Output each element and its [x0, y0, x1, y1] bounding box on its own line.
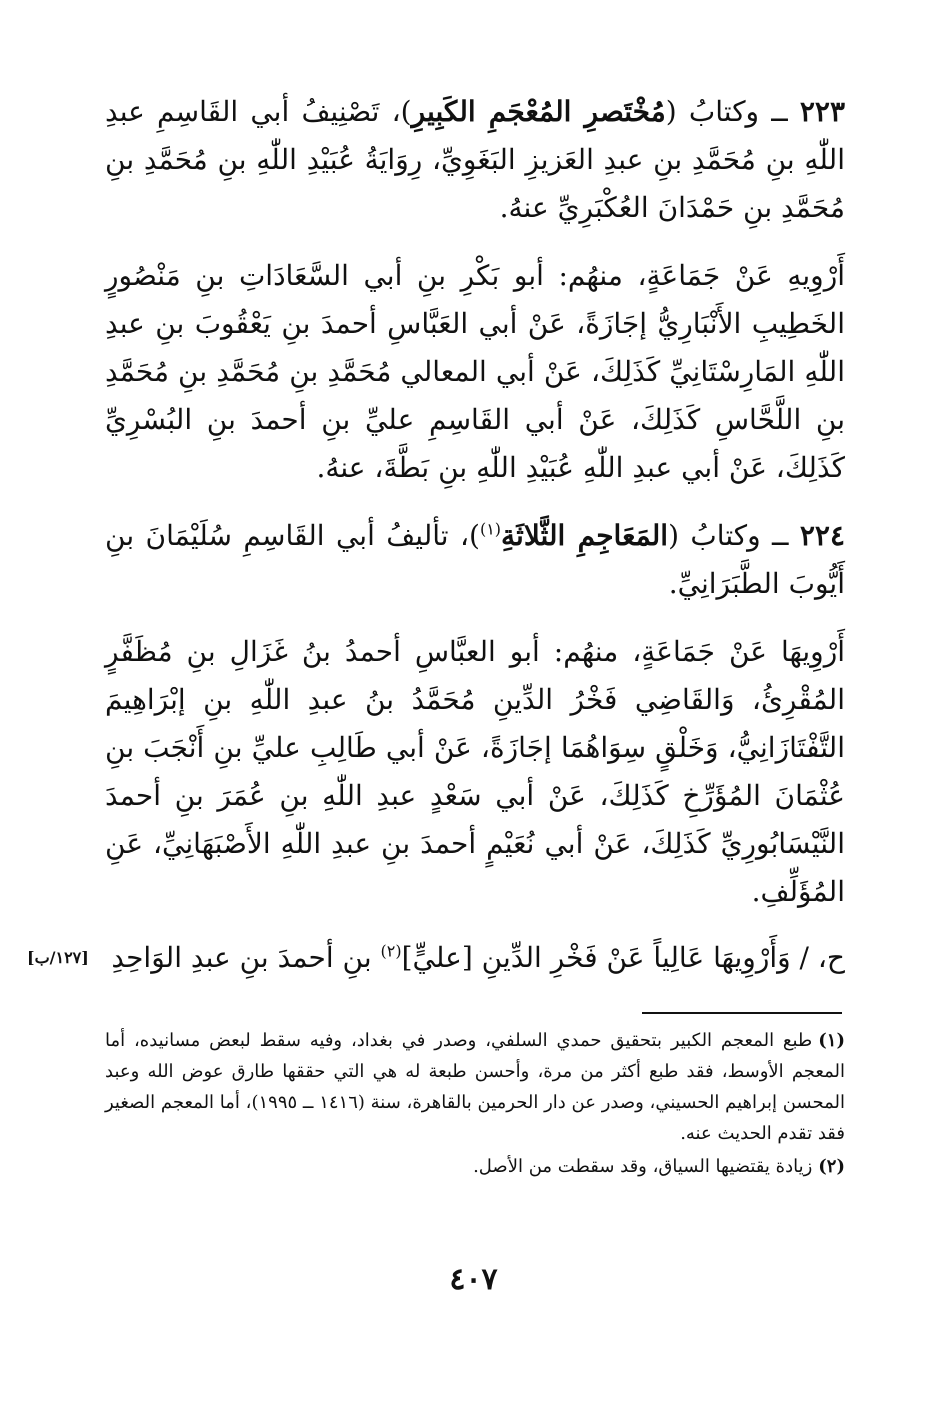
footnote-1 — [105, 1025, 845, 1149]
chain-paragraph-224: أَرْوِيهَا عَنْ جَمَاعَةٍ، منهُم: أبو العبَّاسِ أحمدُ بنُ غَزَالِ بنِ مُظَفَّرٍ المُقْرِئُ، وَالقَاضِي فَخْرُ الدِّينِ مُحَمَّدُ بنُ عبدِ اللّٰهِ بنِ إبْرَاهِيمَ التَّفْتَازَانِيُّ، وَخَلْقٍ سِوَاهُمَا إجَازَةً، عَنْ أبي طَالِبِ عليِّ بنِ أَنْجَبَ بنِ عُثْمَانَ المُؤَرِّخِ كَذَلِكَ، عَنْ أبي سَعْدٍ عبدِ اللّٰهِ بنِ عُمَرَ بنِ أحمدَ النَّيْسَابُورِيِّ كَذَلِكَ، عَنْ أبي نُعَيْمٍ أحمدَ بنِ عبدِ اللّٰهِ الأَصْبَهَانِيِّ، عَنِ المُؤَلِّفِ. — [105, 635, 845, 908]
entry-224 — [105, 512, 845, 608]
page-number: ٤٠٧ — [449, 1262, 498, 1297]
footnote-ref[interactable]: (٢) — [380, 941, 402, 961]
chain-paragraph-223: أَرْوِيهِ عَنْ جَمَاعَةٍ، منهُم: أبو بَكْرِ بنِ أبي السَّعَادَاتِ بنِ مَنْصُورٍ الخَطِيبِ الأَنْبَارِيُّ إجَازَةً، عَنْ أبي العَبَّاسِ أحمدَ بنِ يَعْقُوبَ بنِ عبدِ اللّٰهِ المَارِسْتَانِيِّ كَذَلِكَ، عَنْ أبي المعالي مُحَمَّدِ بنِ مُحَمَّدِ بنِ مُحَمَّدِ بنِ اللَّحَّاسِ كَذَلِكَ، عَنْ أبي القَاسِمِ عليِّ بنِ أحمدَ بنِ البُسْرِيِّ كَذَلِكَ، عَنْ أبي عبدِ اللّٰهِ عُبَيْدِ اللّٰهِ بنِ بَطَّةَ، عنهُ. — [105, 259, 845, 484]
entry-text: )، تَصْنِيفُ أبي القَاسِمِ عبدِ اللّٰهِ بنِ مُحَمَّدِ بنِ عبدِ العَزيزِ البَغَوِيِّ، رِوَايَةُ عُبَيْدِ اللّٰهِ بنِ مُحَمَّدِ بنِ مُحَمَّدِ بنِ حَمْدَانَ العُكْبَرِيِّ عنهُ. — [105, 95, 845, 224]
book-title: مُخْتَصرِ المُعْجَمِ الكَبِيرِ — [411, 95, 666, 128]
entry-number: ٢٢٣ — [799, 95, 845, 128]
continuation-line — [27, 934, 845, 982]
entry-text: ــ وكتابُ ( — [668, 519, 800, 552]
entry-223 — [105, 88, 845, 232]
footnote-2 — [105, 1151, 845, 1182]
line-text: بنِ أحمدَ بنِ عبدِ الوَاحِدِ — [111, 941, 381, 974]
book-title: المَعَاجِمِ الثَّلاثَةِ — [501, 519, 669, 552]
manuscript-folio-ref: [١٢٧/ب] — [27, 948, 89, 967]
entry-text: ــ وكتابُ ( — [665, 95, 800, 128]
footnotes — [105, 1025, 845, 1184]
line-text: ح، / وَأَرْوِيهَا عَالِياً عَنْ فَخْرِ الدِّينِ [عليٍّ] — [401, 941, 845, 974]
footnote-text: طبع المعجم الكبير بتحقيق حمدي السلفي، وصدر في بغداد، وفيه سقط لبعض مسانيده، أما المعجم الأوسط، فقد طبع أكثر من مرة، وأحسن طبعة له هي التي حققها طارق عوض الله وعبد المحسن إبراهيم الحسيني، وصدر عن دار الحرمين بالقاهرة، سنة (١٤١٦ ــ ١٩٩٥)، أما المعجم الصغير فقد تقدم الحديث عنه. — [105, 1030, 845, 1144]
footnote-number: (١) — [818, 1030, 845, 1051]
footnote-number: (٢) — [818, 1156, 845, 1177]
footnote-ref[interactable]: (١) — [479, 519, 502, 539]
main-text — [27, 88, 845, 982]
footnote-divider — [642, 1012, 842, 1014]
entry-text: )، تأليفُ أبي القَاسِمِ سُلَيْمَانَ بنِ أَيُّوبَ الطَّبَرَانِيِّ. — [105, 519, 845, 600]
footnote-text: زيادة يقتضيها السياق، وقد سقطت من الأصل. — [473, 1156, 813, 1177]
entry-number: ٢٢٤ — [799, 519, 845, 552]
